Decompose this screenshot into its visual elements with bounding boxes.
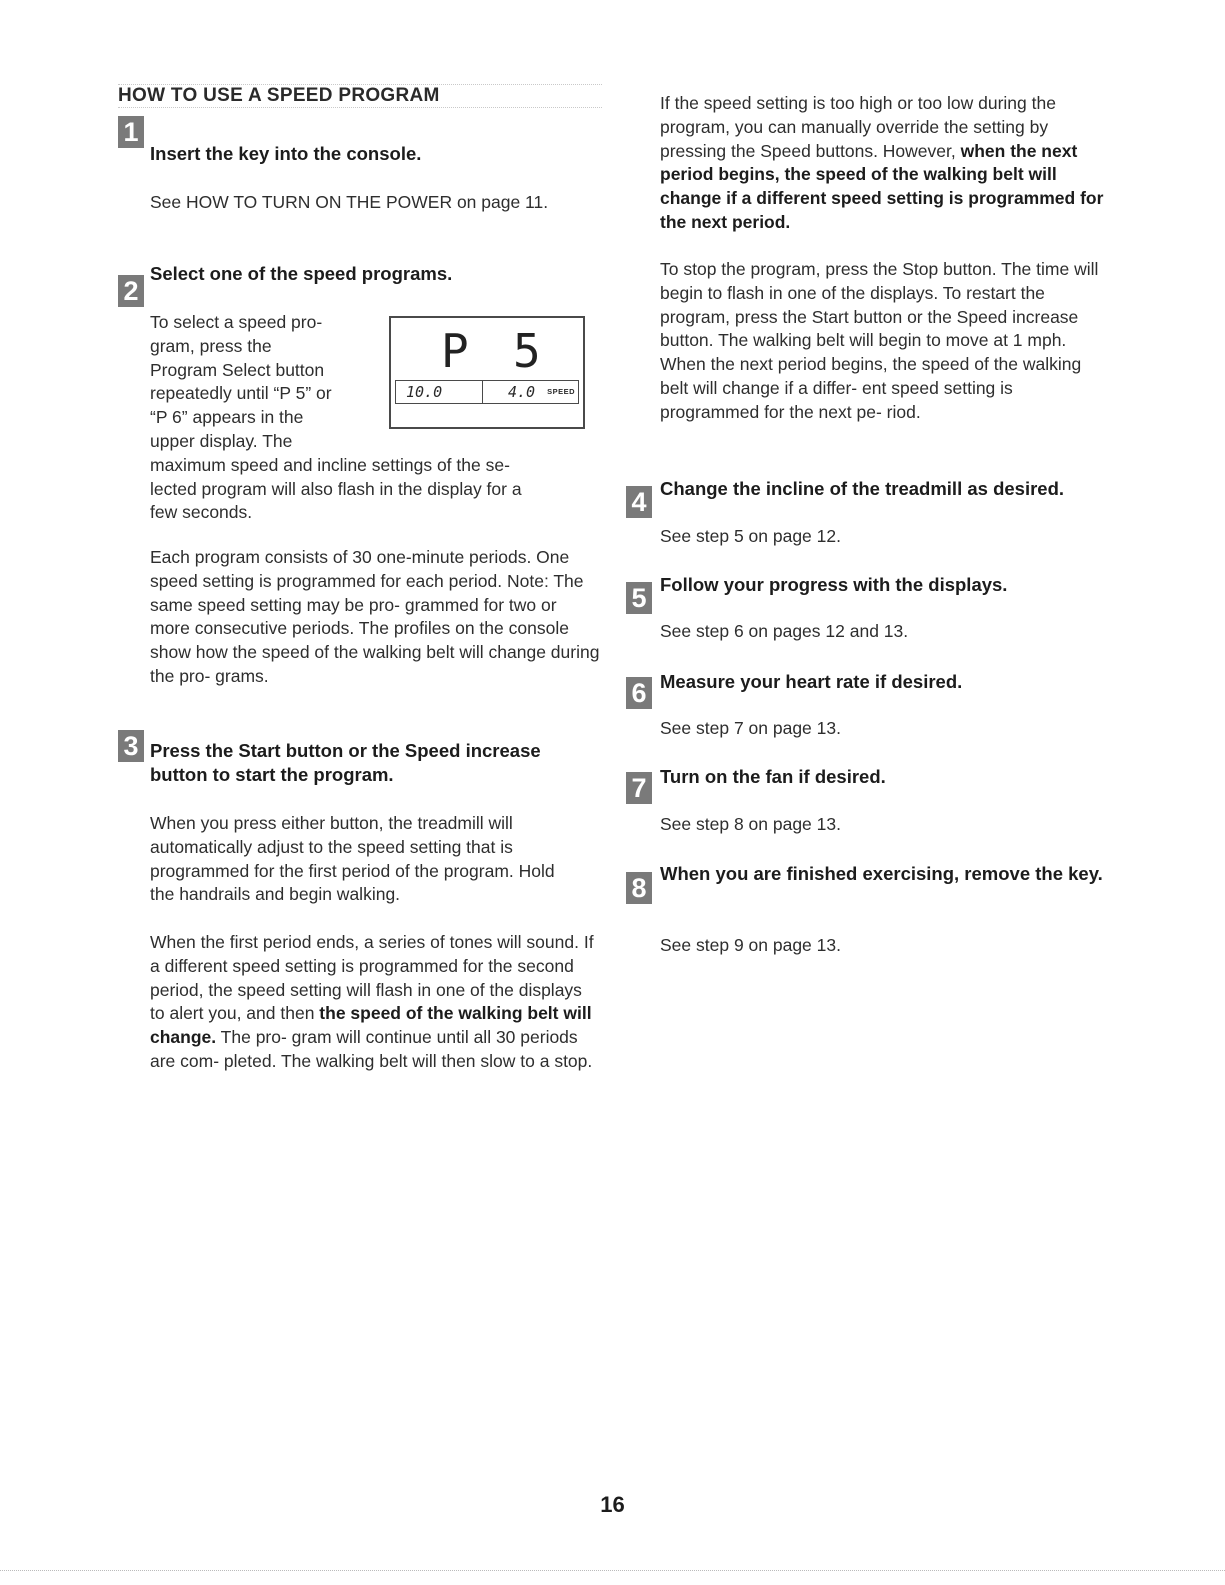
step-8-body: See step 9 on page 13.: [660, 935, 841, 955]
display-incline-value: 10.0: [406, 383, 443, 401]
step-5-number: 5: [626, 582, 652, 614]
stop-program-paragraph: To stop the program, press the Stop button. The time will begin to flash in one of the displays. To restart the program, press the Start button or the Speed increase button. The walking belt will begin to move at 1 mph. When the next period begins, the speed of the walking belt will change if a differ- ent speed setting is programmed for the next pe- riod.: [660, 259, 1099, 422]
step-7-heading: Turn on the fan if desired.: [660, 766, 886, 787]
step-3-paragraph-2: When the first period ends, a series of tones will sound. If a different speed setting is programmed for the second period, the speed setting will flash in one of the displays to alert you, and then the speed of the walking belt will change. The pro- gram will continue until all 30 periods are com- pleted. The walking belt will then slow to a stop.: [150, 932, 594, 1071]
step-3-paragraph-1: When you press either button, the treadmill will automatically adjust to the speed setting that is programmed for the first period of the program. Hold the handrails and begin walking.: [150, 813, 555, 905]
step-8-heading: When you are finished exercising, remove the key.: [660, 863, 1103, 884]
step-6-heading: Measure your heart rate if desired.: [660, 671, 963, 692]
step-4-body: See step 5 on page 12.: [660, 526, 841, 546]
step-6-body: See step 7 on page 13.: [660, 718, 841, 738]
display-program-letter: P: [441, 324, 469, 378]
step-5-heading: Follow your progress with the displays.: [660, 574, 1008, 595]
override-paragraph: If the speed setting is too high or too low during the program, you can manually override the setting by pressing the Speed buttons. However, when the next period begins, the speed of the walking belt will change if a different speed setting is programmed for the next period.: [660, 93, 1104, 232]
step-6-number: 6: [626, 677, 652, 709]
display-speed-value: 4.0: [508, 383, 536, 401]
page-number: 16: [600, 1492, 625, 1517]
step-5-body: See step 6 on pages 12 and 13.: [660, 621, 909, 641]
display-speed-label: SPEED: [547, 387, 575, 396]
step-1-body: See HOW TO TURN ON THE POWER on page 11.: [150, 192, 549, 212]
section-title: HOW TO USE A SPEED PROGRAM: [118, 84, 602, 108]
step-8-number: 8: [626, 872, 652, 904]
step-2-heading: Select one of the speed programs.: [150, 263, 453, 284]
step-1-heading: Insert the key into the console.: [150, 143, 422, 164]
step-3-number: 3: [118, 730, 144, 762]
step-3-heading: Press the Start button or the Speed increase button to start the program.: [150, 740, 541, 785]
step-4-number: 4: [626, 486, 652, 518]
display-divider: [482, 381, 483, 403]
step-7-number: 7: [626, 772, 652, 804]
console-display-illustration: [389, 316, 585, 429]
step-7-body: See step 8 on page 13.: [660, 814, 841, 834]
step-2-paragraph-2: Each program consists of 30 one-minute periods. One speed setting is programmed for each period. Note: The same speed setting may be pro- grammed for two or more consecutive periods. The profiles on the console show how the speed of the walking belt will change during the pro- grams.: [150, 547, 600, 686]
display-program-number: 5: [513, 324, 541, 378]
step-4-heading: Change the incline of the treadmill as desired.: [660, 478, 1065, 499]
bottom-divider: [0, 1570, 1225, 1571]
step-1-number: 1: [118, 116, 144, 148]
step-2-paragraph-1: To select a speed pro- gram, press the Program Select button repeatedly until “P 5” or “P 6” appears in the upper display. The maximum speed and incline settings of the se- lected program will also flash in the display for a few seconds.: [150, 312, 522, 523]
step-2-number: 2: [118, 275, 144, 307]
